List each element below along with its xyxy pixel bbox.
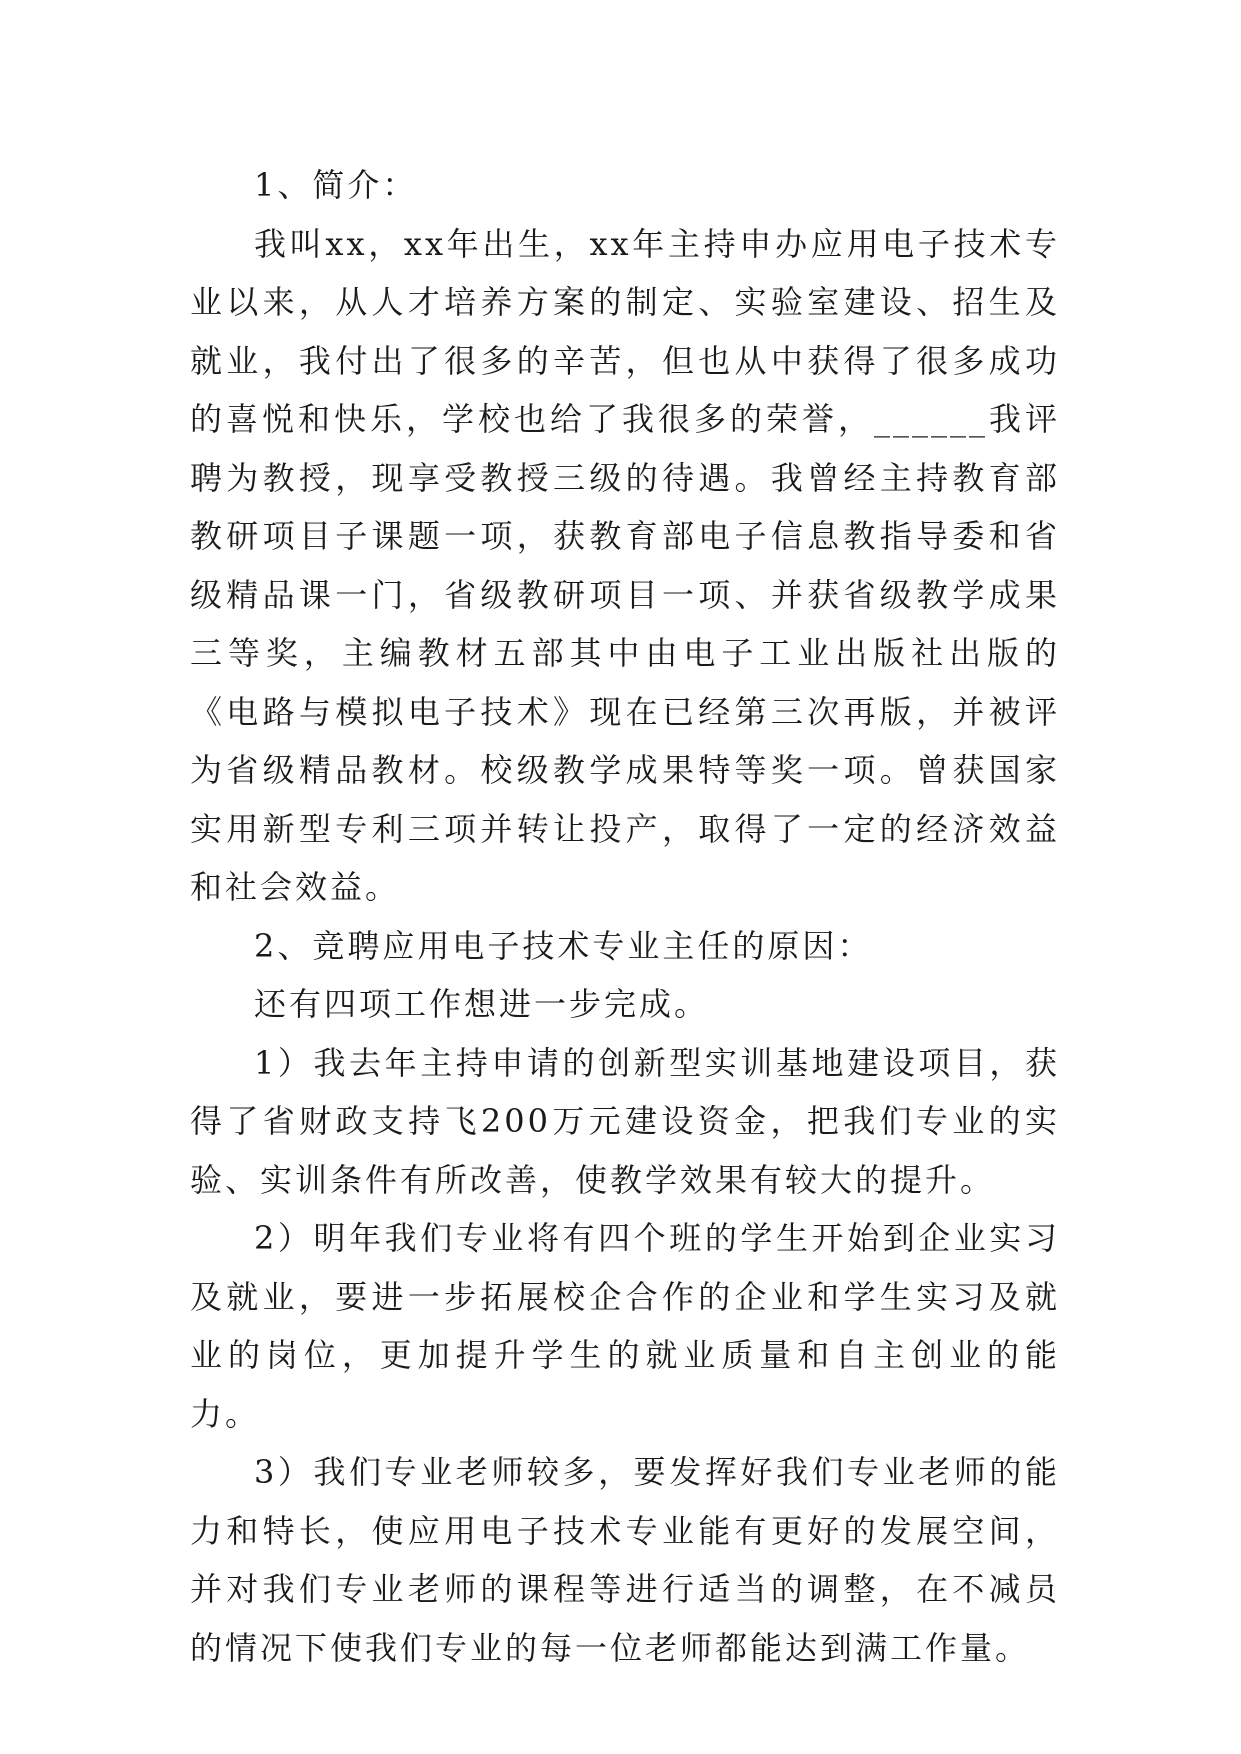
reason-item-3: 3）我们专业老师较多，要发挥好我们专业老师的能力和特长，使应用电子技术专业能有更好的发展空间，并对我们专业老师的课程等进行适当的调整，在不减员的情况下使我们专业的每一位老师都能达到满工作量。	[190, 1453, 1060, 1667]
reason-item-1: 1）我去年主持申请的创新型实训基地建设项目，获得了省财政支持飞200万元建设资金，把我们专业的实验、实训条件有所改善，使教学效果有较大的提升。	[190, 1043, 1060, 1199]
document-body	[190, 156, 1060, 1677]
intro-paragraph: 我叫xx，xx年出生，xx年主持申办应用电子技术专业以来，从人才培养方案的制定、实验室建设、招生及就业，我付出了很多的辛苦，但也从中获得了很多成功的喜悦和快乐，学校也给了我很多的荣誉，______我评聘为教授，现享受教授三级的待遇。我曾经主持教育部教研项目子课题一项，获教育部电子信息教指导委和省级精品课一门，省级教研项目一项、并获省级教学成果三等奖，主编教材五部其中由电子工业出版社出版的《电路与模拟电子技术》现在已经第三次再版，并被评为省级精品教材。校级教学成果特等奖一项。曾获国家实用新型专利三项并转让投产，取得了一定的经济效益和社会效益。	[190, 224, 1060, 906]
reasons-lead-paragraph: 还有四项工作想进一步完成。	[254, 985, 710, 1023]
reason-item-2: 2）明年我们专业将有四个班的学生开始到企业实习及就业，要进一步拓展校企合作的企业和学生实习及就业的岗位，更加提升学生的就业质量和自主创业的能力。	[190, 1219, 1060, 1433]
section-heading-reasons: 2、竞聘应用电子技术专业主任的原因：	[254, 926, 873, 965]
section-heading-intro: 1、简介：	[254, 166, 418, 204]
